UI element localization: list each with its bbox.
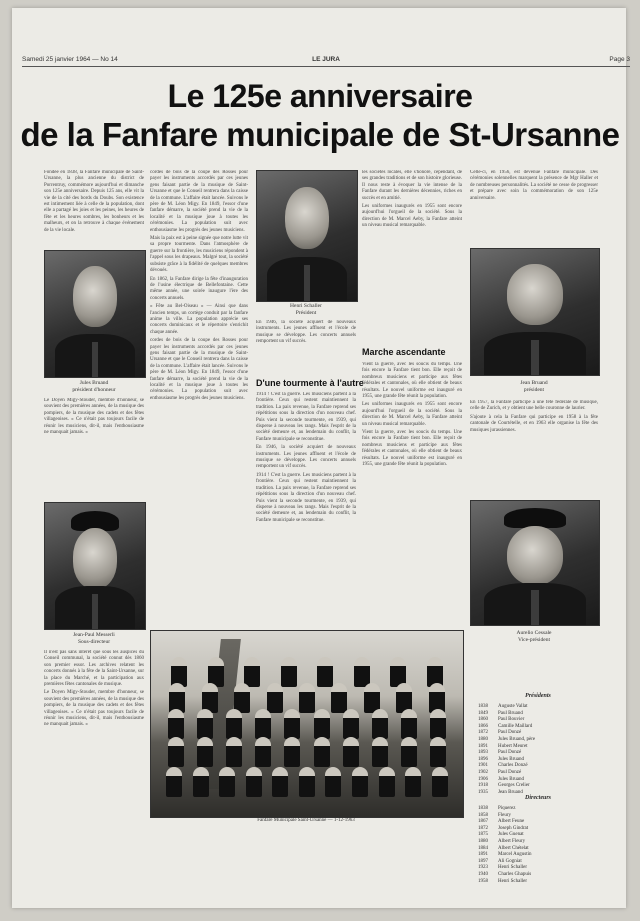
director-entry	[478, 852, 531, 859]
president-entry	[478, 744, 535, 751]
column-5-body	[470, 400, 598, 496]
paragraph: Le Doyen Migy-Stouder, membre d'honneur, se souvient des premières années, de la musique des pompiers, de la musique des cadets et des fêtes villageoises. « Ce n'était pas toujours facile de réunir les musiciens, dit-il, mais l'enthousiasme ne manquait jamais. »	[44, 398, 144, 436]
paragraph: En 1957, la Fanfare participe à une fête fédérale de musique, celle de Zurich, et y obtient une belle couronne de laurier.	[470, 400, 598, 412]
subhead-tourmente: D'une tourmente à l'autre	[256, 378, 364, 388]
entry-year: 1940	[478, 871, 488, 877]
entry-year: 1902	[478, 769, 488, 775]
director-entry	[478, 813, 531, 820]
caption-jules-bruand: Jules Bruand président d'honneur	[72, 380, 116, 393]
entry-name: Henri Schaller	[498, 865, 528, 871]
paragraph: En 1946, la société acquiert de nouveaux instruments. Les jeunes affluent et l'école de musique se développe. Les concerts annuels remportent un vif succès.	[256, 445, 356, 470]
entry-name: Fleury	[498, 812, 512, 818]
entry-year: 1858	[478, 812, 488, 818]
directors-list	[478, 806, 531, 885]
caption-jean-bruand: Jean Bruand président	[520, 380, 548, 393]
column-5-top	[470, 170, 598, 246]
entry-name: Jules Bruand, père	[498, 736, 536, 742]
paragraph: S'ajoute à cela la Fanfare qui participe en 1958 à la fête cantonale de Courtételle, et en 1963 elle organise la fête des musiques jurassiennes.	[470, 414, 598, 433]
paragraph: Les uniformes inaugurés en 1955 sont encore aujourd'hui l'orgueil de la société. Sous la direction de M. Marcel Aeby, la Fanfare atteint un niveau musical remarquable.	[362, 204, 462, 229]
entry-name: Jean Bruand	[498, 789, 523, 795]
president-entry	[478, 724, 535, 731]
presidents-list	[478, 704, 535, 796]
director-entry	[478, 865, 531, 872]
entry-name: Jules Bruand	[498, 756, 524, 762]
president-entry	[478, 737, 535, 744]
caption-cessale: Aurelio Cessale Vice-président	[516, 630, 552, 643]
entry-year: 1880	[478, 838, 488, 844]
portrait-jean-paul-messerli	[44, 502, 146, 630]
issue-date: Samedi 25 janvier 1964 — No 14	[22, 56, 118, 63]
subhead-marche: Marche ascendante	[362, 347, 446, 357]
column-1-end	[44, 650, 144, 900]
entry-name: Albert Feune	[498, 819, 525, 825]
entry-name: Paul Donzé	[498, 750, 522, 756]
portrait-aurelio-cessale	[470, 500, 600, 626]
paragraph: Vient la guerre, avec les soucis du temps. Une fois encore la Fanfare tient bon. Elle reçoit de nombreux musiciens et participe aux fêtes fédérales et cantonales, où elle obtient de beaux résultats. Le nouvel uniforme est inauguré en 1955, une grande fête réunit la population.	[362, 430, 462, 468]
entry-name: Hubert Meuret	[498, 743, 528, 749]
paragraph: Il n'est pas sans intérêt que sous les auspices du Conseil communal, la société connut dès 1860 son premier essor. Les archives relatent les concerts donnés à la fête de la Saint-Ursanne, sur la place du Marché, et la participation aux premières fêtes cantonales de musique.	[44, 650, 144, 688]
paragraph: Celle-ci, en 1956, est devenue Fanfare municipale. Des cérémonies solennelles marquent la présence de Mgr Haller et de nombreuses personnalités. La société ne cesse de progresser et prépare avec soin la commémoration de son 125e anniversaire.	[470, 170, 598, 201]
entry-name: Ali Gogniat	[498, 858, 522, 864]
president-entry	[478, 763, 535, 770]
entry-year: 1923	[478, 865, 488, 871]
group-photo-caption: Fanfare Municipale Saint-Ursanne — 1-12-1963	[257, 818, 355, 823]
portrait-jules-bruand	[44, 250, 146, 378]
caption-schaller: Henri Schaller Président	[290, 303, 322, 316]
header-rule	[22, 66, 630, 67]
president-entry	[478, 717, 535, 724]
column-3	[256, 392, 356, 624]
entry-name: Charles Ghapuis	[498, 871, 532, 877]
director-entry	[478, 872, 531, 879]
director-entry	[478, 826, 531, 833]
column-1-intro	[44, 170, 144, 250]
entry-year: 1896	[478, 756, 488, 762]
president-entry	[478, 750, 535, 757]
entry-name: Paul Bruand	[498, 710, 523, 716]
entry-year: 1893	[478, 750, 488, 756]
entry-year: 1918	[478, 783, 488, 789]
newspaper-name: LE JURA	[312, 56, 340, 63]
entry-year: 1880	[478, 736, 488, 742]
column-3-top	[256, 320, 356, 370]
paragraph: « Fête au Bel-Oiseau » — Ainsi que dans l'ancien temps, un cortège conduit par la fanfare anime la ville. La population apprécie ses concerts dominicaux et le répertoire s'enrichit chaque année.	[150, 304, 248, 335]
director-entry	[478, 839, 531, 846]
paragraph: 1914 ! C'est la guerre. Les musiciens partent à la frontière. Ceux qui restent maintiennent la tradition. La paix revenue, la Fanfare reprend ses répétitions sous la direction d'un nouveau chef. Puis vient la seconde tourmente, en 1939, qui disperse à nouveau les rangs. Mais l'esprit de la société demeure et, au lendemain du conflit, la Fanfare municipale se reconstitue.	[256, 392, 356, 442]
entry-year: 1935	[478, 789, 488, 795]
entry-year: 1872	[478, 730, 488, 736]
entry-year: 1838	[478, 704, 488, 709]
entry-name: Piquerez	[498, 806, 516, 811]
paragraph: Fondée en 1838, la Fanfare municipale de Saint-Ursanne, la plus ancienne du district de Porrentruy, commémore aujourd'hui et dimanche son 125e anniversaire. Depuis 125 ans, elle vit la vie de la cité des bords du Doubs. Son existence est intimement liée à celle de la population, dont elle a partagé les joies et les peines, les heures de fête et les heures sombres, les bonheurs et les malheurs, et on la retrouve à chaque événement de la vie locale.	[44, 170, 144, 233]
entry-year: 1872	[478, 825, 488, 831]
paragraph: les sociétés locales, elle s'honore, cependant, de ses grandes traditions et de son histoire glorieuse. Il nous reste à évoquer la vie intense de la Fanfare durant les dernières décennies, riches en succès et en amitié.	[362, 170, 462, 201]
president-entry	[478, 730, 535, 737]
column-4	[362, 362, 462, 624]
president-entry	[478, 770, 535, 777]
entry-name: Charles Donzé	[498, 763, 528, 769]
entry-name: Auguste Vallat	[498, 704, 528, 709]
director-entry	[478, 846, 531, 853]
paragraph: cordes de bois de la coupe des Rosses pour payer les instruments accordés par ces jeunes gens faisant partie de la musique de Saint-Ursanne et que le Conseil rentrera dans la caisse de la commune. L'affaire était lancée. Suivons le père de M. Léon Migy. En 1849, l'essor d'une fanfare démarre, la société prend la vie de la localité et la musique joue à toutes les cérémonies. La population suit avec enthousiasme les progrès des jeunes musiciens.	[150, 338, 248, 401]
page-number: Page 3	[609, 56, 630, 63]
entry-year: 1838	[478, 806, 488, 811]
paragraph: Le Doyen Migy-Stouder, membre d'honneur, se souvient des premières années, de la musique des pompiers, de la musique des cadets et des fêtes villageoises. « Ce n'était pas toujours facile de réunir les musiciens, dit-il, mais l'enthousiasme ne manquait jamais. »	[44, 690, 144, 728]
entry-year: 1901	[478, 763, 488, 769]
entry-name: Marcel Augustin	[498, 852, 532, 858]
entry-year: 1884	[478, 845, 488, 851]
paragraph: Les uniformes inaugurés en 1955 sont encore aujourd'hui l'orgueil de la société. Sous la direction de M. Marcel Aeby, la Fanfare atteint un niveau musical remarquable.	[362, 402, 462, 427]
president-entry	[478, 777, 535, 784]
portrait-henri-schaller	[256, 170, 358, 302]
president-entry	[478, 711, 535, 718]
paragraph: Mais la paix est à peine signée que notre lutte vit sa propre tourmente. Dans l'atmosphère de guerre sur la frontière, les musiciens répondent à l'appel sous les drapeaux. Malgré tout, la société subsiste grâce à la fidélité de quelques membres dévoués.	[150, 236, 248, 274]
entry-name: Paul Bouvier	[498, 717, 525, 723]
president-entry	[478, 783, 535, 790]
director-entry	[478, 859, 531, 866]
entry-year: 1867	[478, 819, 488, 825]
paragraph: En 1946, la société acquiert de nouveaux instruments. Les jeunes affluent et l'école de musique se développe. Les concerts annuels remportent un vif succès.	[256, 320, 356, 345]
paragraph: En 1862, la Fanfare dirige la fête d'inauguration de l'usine électrique de Bellefontaine. Cette même année, une soirée inaugure l'ère des concerts annuels.	[150, 276, 248, 301]
entry-year: 1897	[478, 858, 488, 864]
column-4-top	[362, 170, 462, 340]
paragraph: 1914 ! C'est la guerre. Les musiciens partent à la frontière. Ceux qui restent maintiennent la tradition. La paix revenue, la Fanfare reprend ses répétitions sous la direction d'un nouveau chef. Puis vient la seconde tourmente, en 1939, qui disperse à nouveau les rangs. Mais l'esprit de la société demeure et, au lendemain du conflit, la Fanfare municipale se reconstitue.	[256, 472, 356, 523]
entry-name: Jules Guenat	[498, 832, 524, 838]
entry-name: Joseph Gindrat	[498, 825, 529, 831]
entry-name: Georges Crelier	[498, 783, 530, 789]
president-entry	[478, 704, 535, 711]
entry-name: Albert Chételat	[498, 845, 529, 851]
group-photo-fanfare	[150, 630, 464, 818]
director-entry	[478, 819, 531, 826]
entry-year: 1891	[478, 852, 488, 858]
entry-name: Albert Fleury	[498, 838, 526, 844]
president-entry	[478, 757, 535, 764]
entry-year: 1849	[478, 710, 488, 716]
director-entry	[478, 879, 531, 886]
entry-name: Jules Bruand	[498, 776, 524, 782]
entry-name: Henri Schaller	[498, 878, 528, 884]
column-1-body	[44, 398, 144, 498]
entry-year: 1860	[478, 717, 488, 723]
director-entry	[478, 832, 531, 839]
entry-name: Paul Donzé	[498, 730, 522, 736]
paragraph: cordes de bois de la coupe des Rosses pour payer les instruments accordés par ces jeunes gens faisant partie de la musique de Saint-Ursanne et que le Conseil rentrera dans la caisse de la commune. L'affaire était lancée. Suivons le père de M. Léon Migy. En 1849, l'essor d'une fanfare démarre, la société prend la vie de la localité et la musique joue à toutes les cérémonies. La population suit avec enthousiasme les progrès des jeunes musiciens.	[150, 170, 248, 233]
headline-line-2: de la Fanfare municipale de St-Ursanne	[20, 116, 620, 153]
entry-year: 1958	[478, 878, 488, 884]
portrait-jean-bruand	[470, 248, 600, 376]
directors-title: Directeurs	[525, 795, 551, 801]
entry-name: Camille Maillard	[498, 723, 533, 729]
headline-line-1: Le 125e anniversaire	[167, 78, 473, 114]
entry-year: 1866	[478, 723, 488, 729]
presidents-title: Présidents	[525, 693, 551, 699]
column-2	[150, 170, 248, 625]
entry-year: 1875	[478, 832, 488, 838]
entry-name: Paul Donzé	[498, 769, 522, 775]
paragraph: Vient la guerre, avec les soucis du temps. Une fois encore la Fanfare tient bon. Elle reçoit de nombreux musiciens et participe aux fêtes fédérales et cantonales, où elle obtient de beaux résultats. Le nouvel uniforme est inauguré en 1955, une grande fête réunit la population.	[362, 362, 462, 400]
entry-year: 1906	[478, 776, 488, 782]
director-entry	[478, 806, 531, 813]
entry-year: 1891	[478, 743, 488, 749]
caption-messerli: Jean-Paul Messerli Sous-directeur	[73, 632, 115, 645]
